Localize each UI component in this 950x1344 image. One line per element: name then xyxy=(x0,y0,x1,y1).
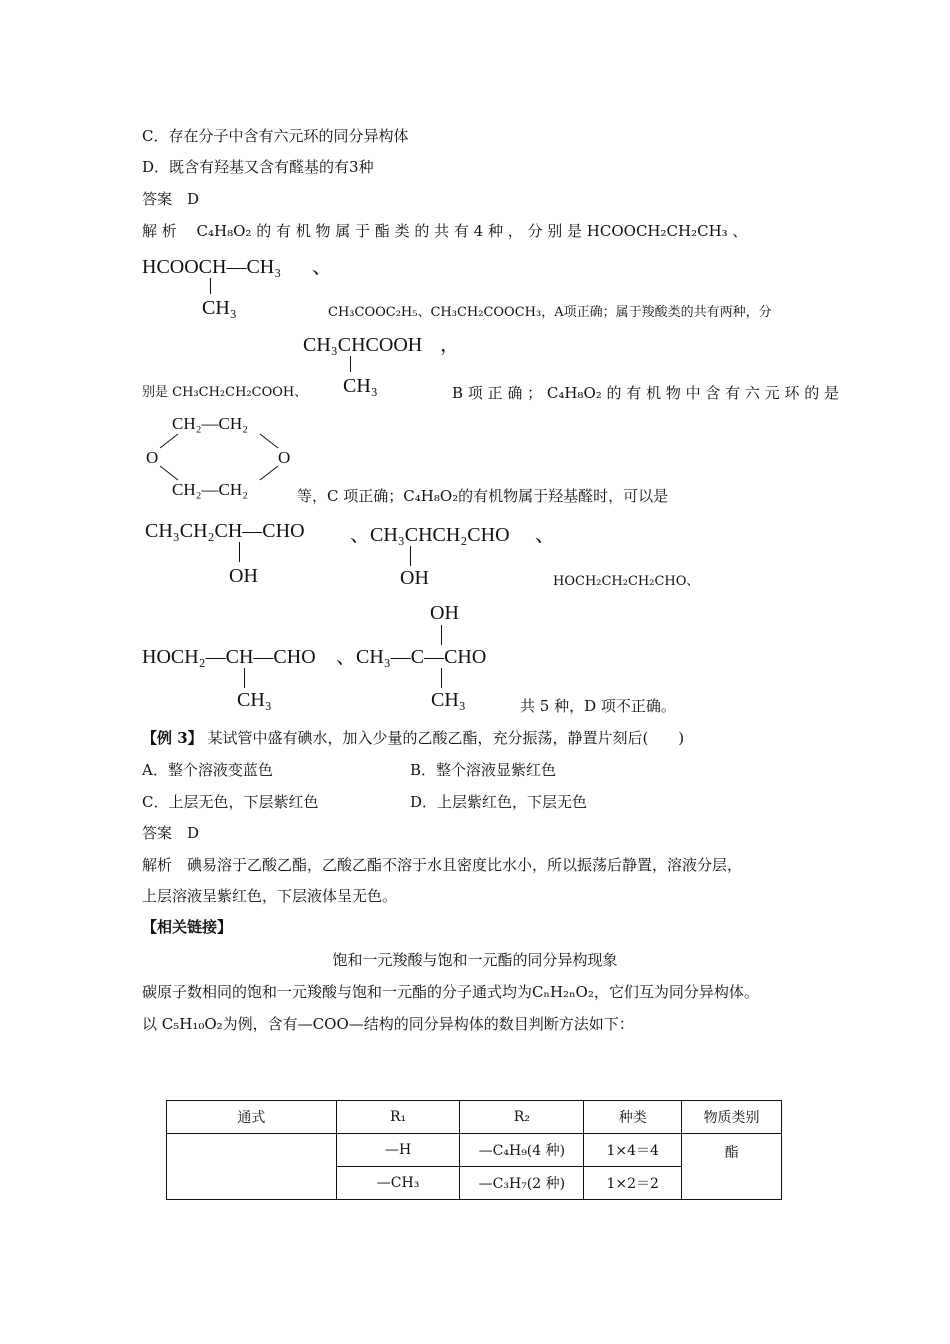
example-3-analysis-2: 上层溶液呈紫红色，下层液体呈无色。 xyxy=(142,887,398,905)
related-link-p1: 碳原子数相同的饱和一元羧酸与饱和一元酯的分子通式均为CₙH₂ₙO₂，它们互为同分异构体。 xyxy=(142,983,759,1001)
table-header-row xyxy=(167,1101,782,1134)
related-link-p2: 以 C₅H₁₀O₂为例，含有—COO—结构的同分异构体的数目判断方法如下： xyxy=(142,1015,634,1033)
table-header: 种类 xyxy=(584,1101,682,1134)
table-header: R₂ xyxy=(460,1101,584,1134)
table-cell: 酯 xyxy=(682,1134,782,1200)
table-cell: 1×4＝4 xyxy=(584,1134,682,1167)
analysis-1-line-4: 等，C 项正确；C₄H₈O₂的有机物属于羟基醛时，可以是 xyxy=(297,487,669,505)
analysis-1-line-3-right: B 项 正 确 ； C₄H₈O₂ 的 有 机 物 中 含 有 六 元 环 的 是 xyxy=(452,384,839,402)
table-header: 物质类别 xyxy=(682,1101,782,1134)
answer-1: 答案 D xyxy=(142,190,200,208)
table-cell xyxy=(167,1134,337,1200)
example-3-option-a: A．整个溶液变蓝色 xyxy=(142,761,273,779)
related-link-title: 饱和一元羧酸与饱和一元酯的同分异构现象 xyxy=(332,951,618,969)
analysis-1-line-3-left: 别是 CH₃CH₂CH₂COOH、 xyxy=(142,385,308,400)
option-c: C．存在分子中含有六元环的同分异构体 xyxy=(142,127,409,145)
isomer-table xyxy=(166,1100,782,1200)
analysis-1-line-2: CH₃COOC₂H₅、CH₃CH₂COOCH₃，A项正确；属于羧酸类的共有两种，分 xyxy=(328,305,772,320)
table-cell: —C₄H₉(4 种) xyxy=(460,1134,584,1167)
example-3-option-d: D．上层紫红色，下层无色 xyxy=(410,793,588,811)
example-3-option-b: B．整个溶液显紫红色 xyxy=(410,761,557,779)
example-3-tag: 【例 3】 xyxy=(142,729,203,747)
table-header: R₁ xyxy=(336,1101,460,1134)
analysis-1-line-1: 解 析 C₄H₈O₂ 的 有 机 物 属 于 酯 类 的 共 有 4 种 ， 分 别 是 HCOOCH₂CH₂CH₃ 、 xyxy=(142,222,748,240)
related-link-tag: 【相关链接】 xyxy=(142,918,233,936)
example-3-question xyxy=(142,728,684,748)
formula-5: HOCH₂CH₂CH₂CHO、 xyxy=(553,574,700,589)
table-cell: —H xyxy=(336,1134,460,1167)
example-3-analysis-1: 解析 碘易溶于乙酸乙酯，乙酸乙酯不溶于水且密度比水小，所以振荡后静置，溶液分层， xyxy=(142,856,743,874)
table-header: 通式 xyxy=(167,1101,337,1134)
table-cell: —CH₃ xyxy=(336,1167,460,1200)
option-d: D．既含有羟基又含有醛基的有3种 xyxy=(142,158,374,176)
example-3-answer: 答案 D xyxy=(142,824,200,842)
example-3-question-text: 某试管中盛有碘水，加入少量的乙酸乙酯，充分振荡，静置片刻后( ) xyxy=(207,729,685,747)
table-cell: —C₃H₇(2 种) xyxy=(460,1167,584,1200)
table-cell: 1×2＝2 xyxy=(584,1167,682,1200)
analysis-1-line-5: 共 5 种，D 项不正确。 xyxy=(520,697,676,715)
example-3-option-c: C．上层无色，下层紫红色 xyxy=(142,793,319,811)
table-row xyxy=(167,1134,782,1167)
